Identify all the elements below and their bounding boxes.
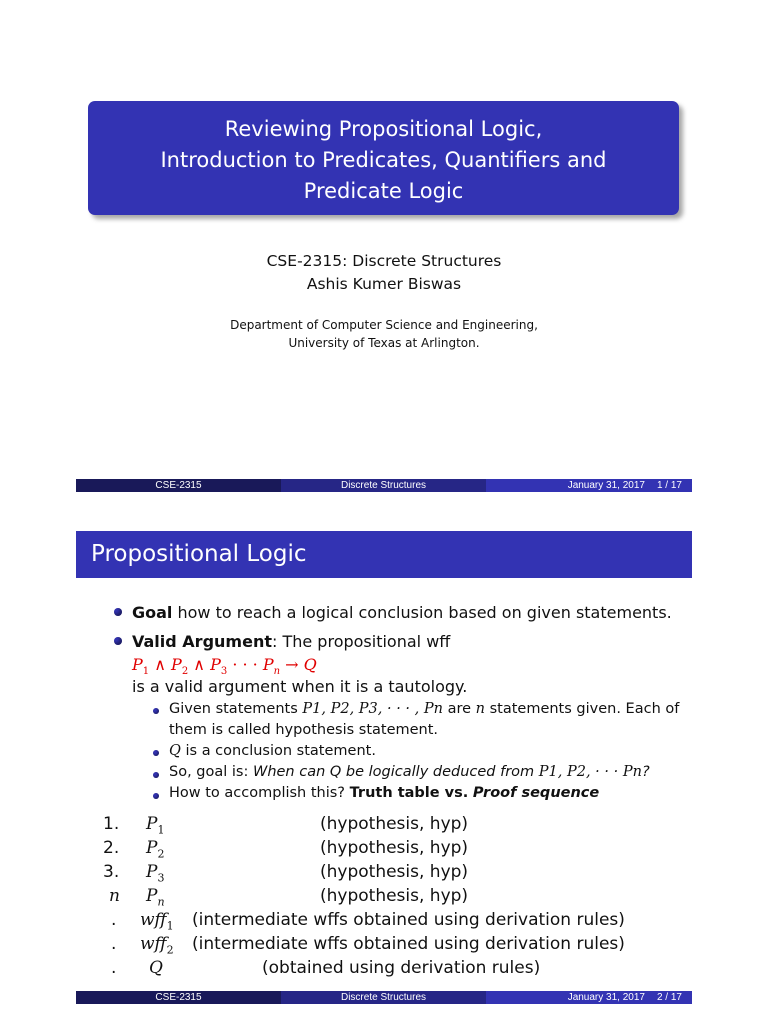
sub-bullet-icon [153, 772, 159, 778]
valid-argument-label: Valid Argument [132, 632, 272, 651]
slide2-footer [76, 991, 692, 1004]
slide1-author-block [76, 250, 692, 296]
sub-bullet-icon [153, 793, 159, 799]
sub-bullet-goal: So, goal is: When can Q be logically deduced from P1, P2, · · · Pn? [169, 764, 650, 780]
sub-bullet-conclusion: Q is a conclusion statement. [169, 743, 376, 759]
table-row: n $P_n$ (hypothesis, hyp) [109, 886, 469, 909]
sub-bullet-accomplish: How to accomplish this? Truth table vs. Proof sequence [169, 785, 600, 801]
table-row: 3. $P_3$ (hypothesis, hyp) [103, 862, 469, 885]
tautology-line: is a valid argument when it is a tautology. [132, 677, 468, 696]
table-row: . wff$_1$ (intermediate wffs obtained using derivation rules) [111, 910, 625, 933]
valid-argument-text: : The propositional wff [271, 632, 451, 651]
table-row: . wff$_2$ (intermediate wffs obtained using derivation rules) [111, 934, 625, 957]
bullet-goal [132, 603, 672, 622]
sub-bullet-icon [153, 708, 159, 714]
footer-short-title: CSE-2315 [76, 479, 281, 492]
footer-date: January 31, 2017 [567, 992, 645, 1003]
footer-page-number: 1 / 17 [656, 480, 682, 491]
bullet-icon [114, 608, 122, 616]
goal-label: Goal [132, 603, 173, 622]
goal-text: how to reach a logical conclusion based on given statements. [172, 603, 672, 622]
author-name: Ashis Kumer Biswas [306, 275, 462, 293]
slide1-title-box [88, 101, 679, 215]
formula: $P_1$ ∧ $P_2$ ∧ $P_3$ · · · $P_n \to Q$ [132, 655, 317, 678]
footer-date: January 31, 2017 [567, 480, 645, 491]
table-row: 1. $P_1$ (hypothesis, hyp) [103, 814, 469, 837]
footer-course: Discrete Structures [281, 479, 486, 492]
slide1-title-line-2: Introduction to Predicates, Quantifiers and [160, 148, 607, 172]
footer-right [486, 479, 692, 492]
slide1-footer [76, 479, 692, 492]
sub-bullet-given: Given statements P1, P2, P3, · · · , Pn are n statements given. Each of [169, 701, 680, 717]
footer-right [486, 991, 692, 1004]
sub-bullet-given-line2: them is called hypothesis statement. [169, 722, 439, 738]
slide1-title-line-1: Reviewing Propositional Logic, [224, 117, 543, 141]
footer-course: Discrete Structures [281, 991, 486, 1004]
table-row: 2. $P_2$ (hypothesis, hyp) [103, 838, 469, 861]
department: Department of Computer Science and Engineering, [230, 318, 538, 332]
footer-short-title: CSE-2315 [76, 991, 281, 1004]
sub-bullet-icon [153, 750, 159, 756]
bullet-icon [114, 637, 122, 645]
slide1-title-line-3: Predicate Logic [303, 179, 464, 203]
slide2-frame-title: Propositional Logic [76, 531, 692, 578]
footer-page-number: 2 / 17 [656, 992, 682, 1003]
course-title: CSE-2315: Discrete Structures [266, 252, 502, 270]
table-row: . Q (obtained using derivation rules) [111, 958, 541, 978]
university: University of Texas at Arlington. [288, 336, 480, 350]
proof-sequence-table [76, 814, 692, 984]
bullet-valid-argument [132, 632, 450, 651]
slide1-institute [76, 316, 692, 352]
